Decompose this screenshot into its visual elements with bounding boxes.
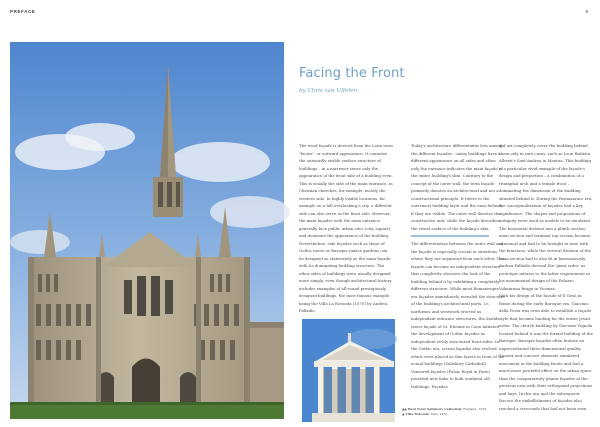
caption-marker: ▲ bbox=[402, 411, 405, 416]
villa-photo bbox=[302, 319, 395, 422]
caption-detail: , England, 1258 bbox=[461, 407, 487, 411]
text-column-3 bbox=[499, 142, 593, 412]
paragraph: did not completely cover the building behind them only in rare cases, such as Leon Battista Alberti's Sant'Andrea in Mantua. This building is a particular vivid example of the façade's design and proportion – a combination of a triumphal arch and a temple front – dominating the dimension of the building situated behind it. During the Renaissance era, the conceptualization of façades had a key significance. The shapes and proportions of antiquity were used as models to be emulated. The horizontal division into a plinth section, main section and terminal top section became canonical and had to be brought in tune with the functions, while the vertical division of the main section had to also fit in harmoniously. Andrea Palladio devised the 'giant order' as prototype inferior to the latter requirement in his monumental design of the Palazzo Valmarana Braga in Vicenza. bbox=[499, 143, 593, 291]
caption-title: West front Salisbury Cathedral bbox=[407, 407, 462, 411]
article-title: Facing the Front bbox=[299, 66, 405, 81]
paragraph: The word façade is derived from the Latin term "facies", or outward appearance. It connotes the outwardly visible surface structure of buildings – in a narrower sense only the appearance of the front side of a building even. This is usually the side of the main entrance, in Christian churches, for example, mostly the western side. In highly visible locations, for example on a hill overlooking a city, a different side can also serve as the front side. However, the main façades with the main entrance generally face public urban sites (city, square) and dominate the appearance of the building. Nevertheless, side façades such as those of Gothic naves or Baroque palace gardens can be designed as elaborately as the main façade with its dominating building structure. The other sides of buildings were usually designed more simply, even though architectural history includes examples of all-round prestigiously designed buildings, the most famous example being the Villa La Rotonda (1570) by Andrea Palladio. bbox=[299, 143, 393, 313]
caption-marker: ▲▲ bbox=[402, 407, 407, 411]
page-number: 9 bbox=[585, 9, 588, 14]
paragraph: The differentiation between the outer wall and the façade is especially crucial in situations where they are separated from each other. The façade can become an independent structure that completely obscures the look of the building behind it by exhibiting a completely different structure. While most Romanesque era façades immediately revealed the structure of the building's architectural parts, i.e. narthexes and westwork erected as independent entrance structures, the double tower façade of St. Etienne in Caen initiated the development of Gothic façades as independent richly structured front sides. In the Gothic era, screen façades also evolved, which were placed as thin layers in front of the actual buildings (Salisbury Cathedral). Veneered façades (Palais Royal in Paris) provided new links to both outdated old buildings. Façades bbox=[411, 241, 505, 389]
cathedral-photo bbox=[10, 42, 284, 419]
image-captions bbox=[402, 407, 492, 416]
article-byline: by Chris van Uffelen bbox=[299, 88, 358, 94]
paragraph-block bbox=[411, 142, 505, 389]
text-column-2 bbox=[411, 142, 505, 412]
paragraph: Today's architecture differentiates less among the different façades – many buildings have a different appearance on all sides and often only the entrance indicates the main façade of the entire building's skin. Contrary to the concept of the outer wall, the term façade primarily denotes an architectural and not a constructional principle. It refers to the outermost building layer and the ones behind, if they are visible. The outer wall denotes the constructive unit, while the façade describes the visual surface of the building's skin. bbox=[411, 143, 503, 231]
caption-title: Villa Rotonda bbox=[405, 411, 429, 416]
paragraph: With his design of the façade of Il Gesù in Rome during the early Baroque era, Giacomo della Porta was even able to establish a façade style that became binding for the entire Jesuit order. The church building by Giacomo Vignola located behind it was the formal building of the Baroque. Baroque façades often feature an unprecedented three-dimensional quality. Convex and concave elements simulated movement in the building fronts and had a much more powerful effect on the urban space than the comparatively planar façades of the previous eras with their orthogonal projections and bays. In this era and the subsequent Rococo the embellishment of façades also reached a crescendo that had not been seen bbox=[499, 293, 593, 411]
caption-villa bbox=[402, 412, 492, 417]
caption-detail: , Italy, 1570 bbox=[428, 411, 448, 416]
divider bbox=[411, 235, 489, 237]
running-head: PREFACE bbox=[10, 9, 36, 14]
